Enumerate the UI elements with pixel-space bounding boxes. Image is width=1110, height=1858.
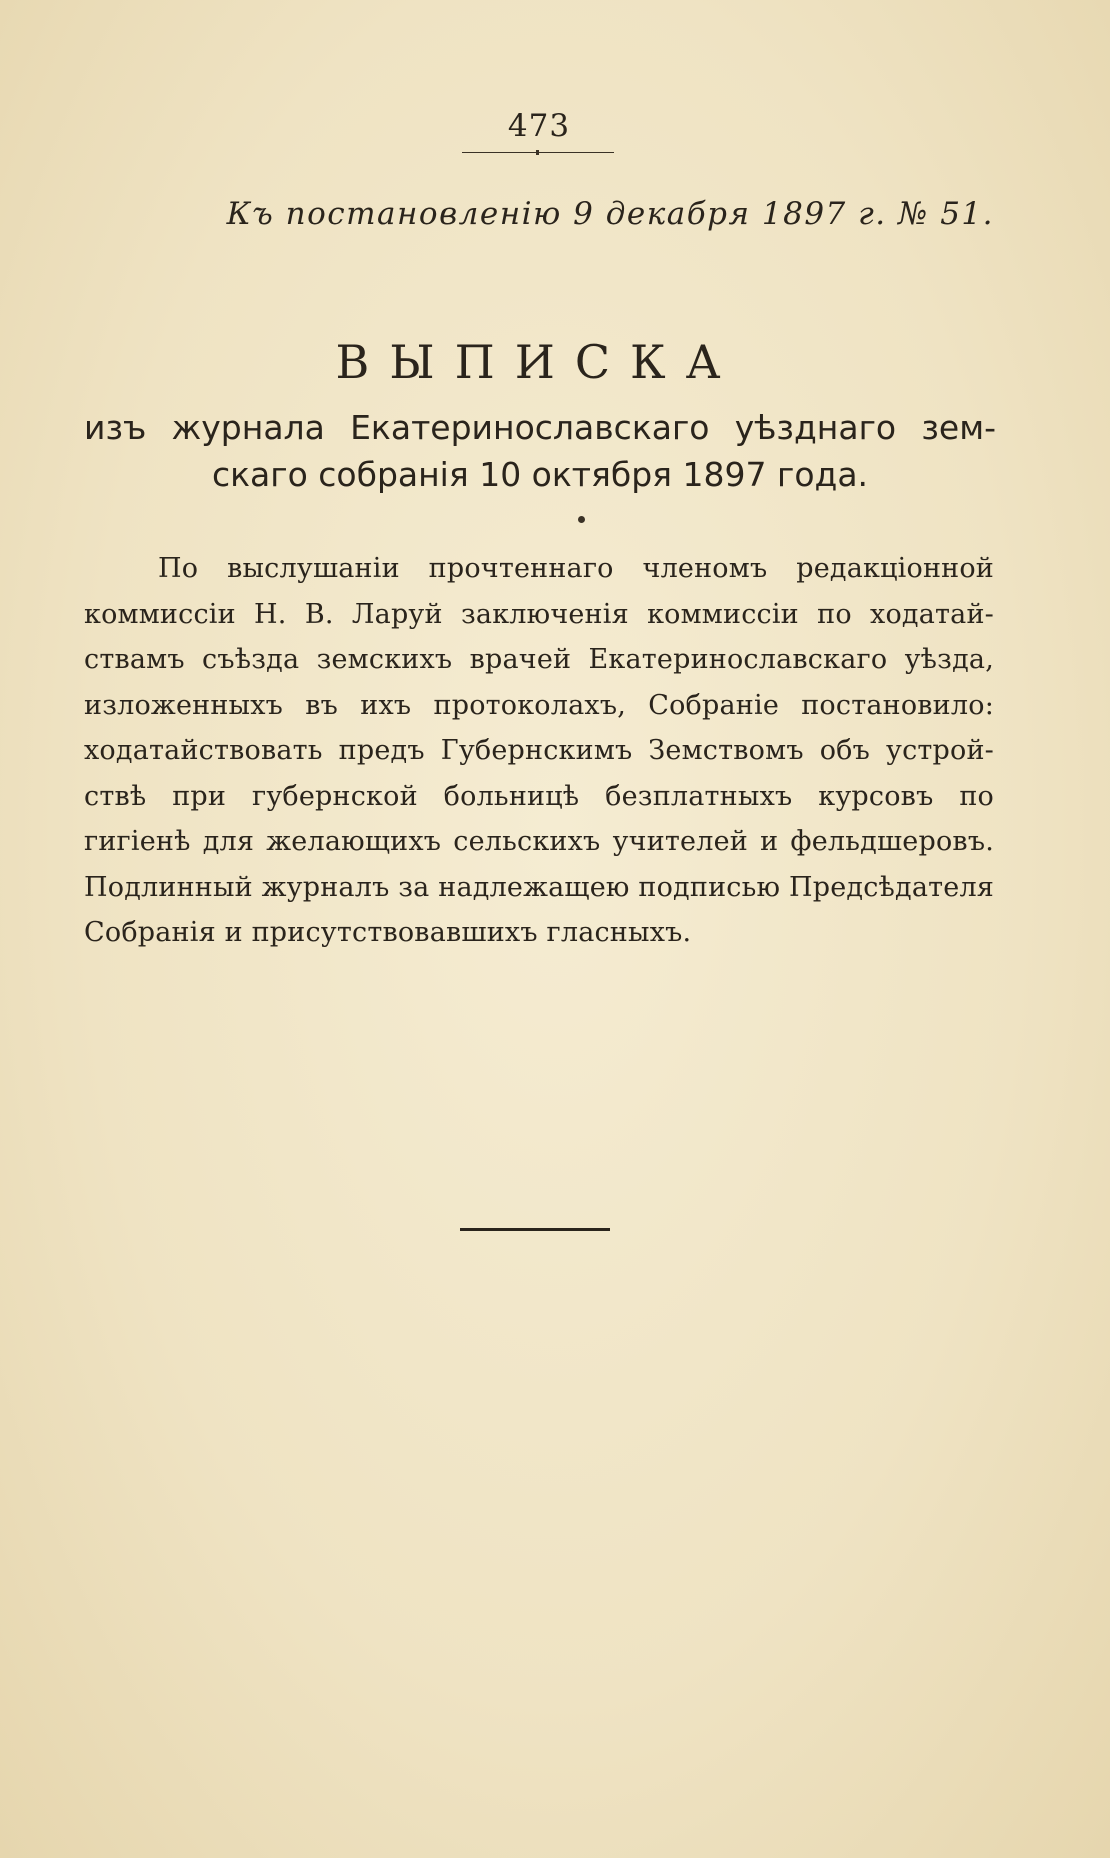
body-line: По выслушаніи прочтеннаго членомъ редакціонной <box>158 553 994 584</box>
body-line: изложенныхъ въ ихъ протоколахъ, Собраніе постановило: <box>84 689 994 721</box>
closing-rule <box>460 1228 610 1231</box>
subtitle-line: скаго собранія 10 октября 1897 года. <box>211 455 869 494</box>
body-line: Собранія и присутствовавшихъ гласныхъ. <box>84 917 692 948</box>
page-number: 473 <box>507 108 571 144</box>
ornament-dot <box>578 516 585 523</box>
body-line: ствѣ при губернской больницѣ безплатныхъ курсовъ по <box>84 780 994 812</box>
header-rule <box>462 152 614 153</box>
body-line: гигіенѣ для желающихъ сельскихъ учителей и фельдшеровъ. <box>84 826 994 857</box>
document-title: ВЫПИСКА <box>335 334 741 389</box>
subtitle-line: изъ журнала Екатеринославскаго уѣзднаго зем- <box>84 408 996 447</box>
resolution-reference: Къ постановленію 9 декабря 1897 г. № 51. <box>226 196 994 232</box>
body-line: коммиссіи Н. В. Ларуй заключенія коммиссіи по ходатай- <box>84 598 994 630</box>
body-line: ходатайствовать предъ Губернскимъ Земствомъ объ устрой- <box>84 735 994 766</box>
body-paragraph <box>84 546 994 956</box>
body-line: Подлинный журналъ за надлежащею подписью Предсѣдателя <box>84 871 995 903</box>
document-subtitle <box>84 404 996 498</box>
body-line: ствамъ съѣзда земскихъ врачей Екатеринославскаго уѣзда, <box>84 644 994 675</box>
header-rule-tick <box>536 150 539 155</box>
